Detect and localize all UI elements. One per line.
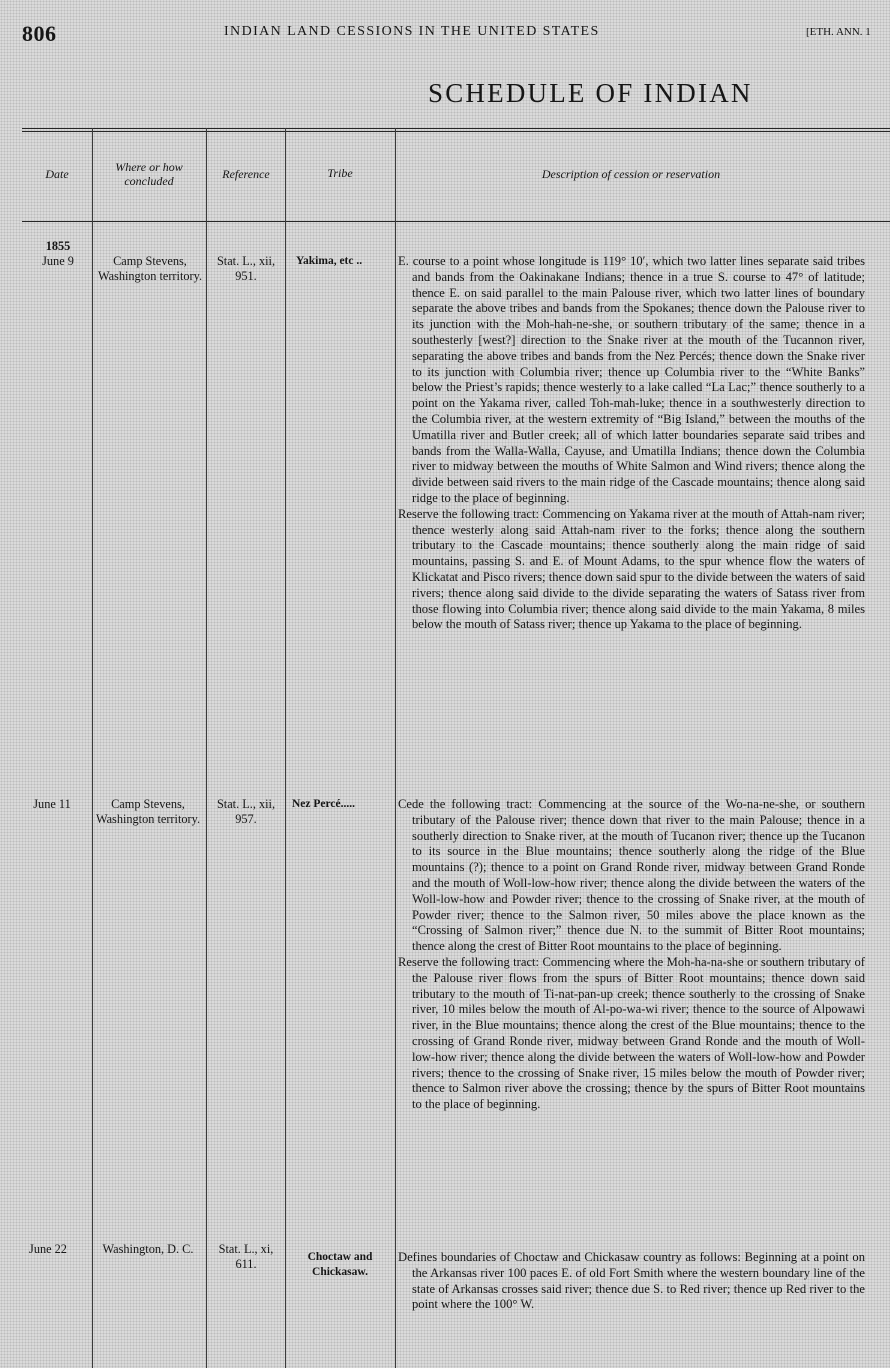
description-paragraph: Reserve the following tract: Commencing on Yakama river at the mouth of Attah-nam river; thence westerly along said Attah-nam river to the forks; thence along the southern tributary to the Cascade mountains; thence southerly along the main ridge of said mountains, passing S. and E. of Mount Adams, to the spur whence flow the waters of Klickatat and Pisco rivers; thence down said spur to the divide between the waters of said rivers; thence along said divide to the divide separating the waters of Satass river from those flowing into Columbia river; thence along said divide to the main Yakama, 8 miles below the mouth of Satass river; thence up Yakama to the place of beginning. bbox=[398, 506, 865, 632]
description-paragraph: Defines boundaries of Choctaw and Chickasaw country as follows: Beginning at a point on the Arkansas river 100 paces E. of old Fort Smith where the western boundary line of the state of Arkansas crosses said river; thence due S. to Red river; thence up Red river to the point where the 100° W. bbox=[398, 1250, 865, 1312]
column-header-tribe: Tribe bbox=[327, 166, 353, 180]
entry-tribe: Yakima, etc .. bbox=[296, 255, 363, 267]
entry-tribe: Nez Percé..... bbox=[292, 798, 355, 810]
entry-reference: Stat. L., xii, 951. bbox=[216, 254, 276, 283]
entry-where: Washington, D. C. bbox=[102, 1242, 194, 1256]
description-paragraph: Cede the following tract: Commencing at the source of the Wo-na-ne-she, or southern tributary of the Palouse river; thence down that river to the main Palouse; thence in a southerly direction to Snake river, at the mouth of Tucanon river; thence up the Tucanon to its source in the Blue mountains; thence southerly along the ridge of the Blue mountains (?); thence to a point on Grand Ronde river, midway between Grand Ronde and the mouth of Woll-low-how river; thence along the divide between the waters of the Woll-low-how and Powder river; thence to the crossing of Snake river, at the mouth of Powder river; thence to the Salmon river, 50 miles above the place known as the “Crossing of Salmon river;” thence due N. to the summit of Bitter Root mountains; thence along the crest of Bitter Root mountains to the place of beginning. bbox=[398, 797, 865, 954]
column-header-where: Where or how concluded bbox=[115, 160, 183, 188]
schedule-title: SCHEDULE OF INDIAN bbox=[428, 78, 753, 108]
column-header-reference: Reference bbox=[222, 167, 270, 181]
running-head-right: [ETH. ANN. 1 bbox=[806, 26, 871, 38]
entry-date: June 11 bbox=[33, 797, 71, 811]
entry-description bbox=[398, 254, 865, 633]
entry-reference: Stat. L., xi, 611. bbox=[218, 1242, 274, 1271]
table-header-rule bbox=[22, 221, 890, 222]
entry-date-cell bbox=[24, 239, 92, 269]
description-paragraph: E. course to a point whose longitude is 119° 10′, which two latter lines separate said tribes and bands from the Oakinakane Indians; thence in a true S. course to 47° of latitude; thence E. on said parallel to the main Palouse river, which two latter lines of boundary separate the above tribes and bands from the Spokanes; thence down the Palouse river to its junction with the Moh-hah-ne-she, or southern tributary of the same; thence in a southesterly [west?] direction to the Snake river at the mouth of the Tucannon river, separating the above tribes and bands from the Nez Percés; thence down the Snake river to its junction with Columbia river; thence up Columbia river to the “White Banks” below the Priest’s rapids; thence westerly to a lake called “La Lac;” thence southerly to a point on the Yakama river, called Toh-mah-luke; thence in a southwesterly direction to the Columbia river, at the western extremity of “Big Island,” between the mouths of the Umatilla river and Butler creek; all of which latter boundaries separate said tribes and bands from the Walla-Walla, Cayuse, and Umatilla Indians; thence down the Columbia river to midway between the mouths of White Salmon and Wind rivers; thence along the divide between said rivers to the main ridge of the Cascade mountains; thence along said ridge to the place of beginning. bbox=[398, 254, 865, 505]
column-header-date: Date bbox=[45, 167, 69, 181]
entry-year: 1855 bbox=[45, 239, 71, 253]
entry-date: June 22 bbox=[29, 1242, 67, 1256]
page-number: 806 bbox=[22, 21, 57, 46]
table-top-rule bbox=[22, 128, 890, 129]
entry-where: Camp Stevens, Washington territory. bbox=[97, 254, 203, 283]
column-header-description: Description of cession or reservation bbox=[541, 167, 721, 181]
column-divider-reference bbox=[285, 128, 286, 1368]
entry-date: June 9 bbox=[42, 254, 74, 268]
entry-where: Camp Stevens, Washington territory. bbox=[95, 797, 201, 826]
column-divider-date bbox=[92, 128, 93, 1368]
table-top-rule-inner bbox=[22, 131, 890, 132]
column-divider-tribe bbox=[395, 128, 396, 1368]
column-divider-where bbox=[206, 128, 207, 1368]
entry-description bbox=[398, 1250, 865, 1313]
entry-reference: Stat. L., xii, 957. bbox=[216, 797, 276, 826]
entry-tribe: Choctaw and Chickasaw. bbox=[307, 1251, 373, 1278]
entry-description bbox=[398, 797, 865, 1113]
running-head: INDIAN LAND CESSIONS IN THE UNITED STATES bbox=[224, 24, 600, 39]
description-paragraph: Reserve the following tract: Commencing where the Moh-ha-na-she or southern tributary of the Palouse river flows from the spurs of Bitter Root mountains; thence down said tributary to the mouth of Ti-nat-pan-up creek; thence southerly to the crossing of Snake river, 10 miles below the mouth of Al-po-wa-wi river; thence to the source of Alpowawi river, in the Blue mountains; thence along the crest of the Blue mountains; thence to the crossing of Grand Ronde river, midway between Grand Ronde and the mouth of Woll-low-how river; thence along the divide between the waters of Woll-low-how and Powder rivers; thence to the crossing of Snake river, 15 miles below the mouth of Powder river; thence to Salmon river above the crossing; thence by the spurs of Bitter Root mountains to the place of beginning. bbox=[398, 954, 865, 1112]
